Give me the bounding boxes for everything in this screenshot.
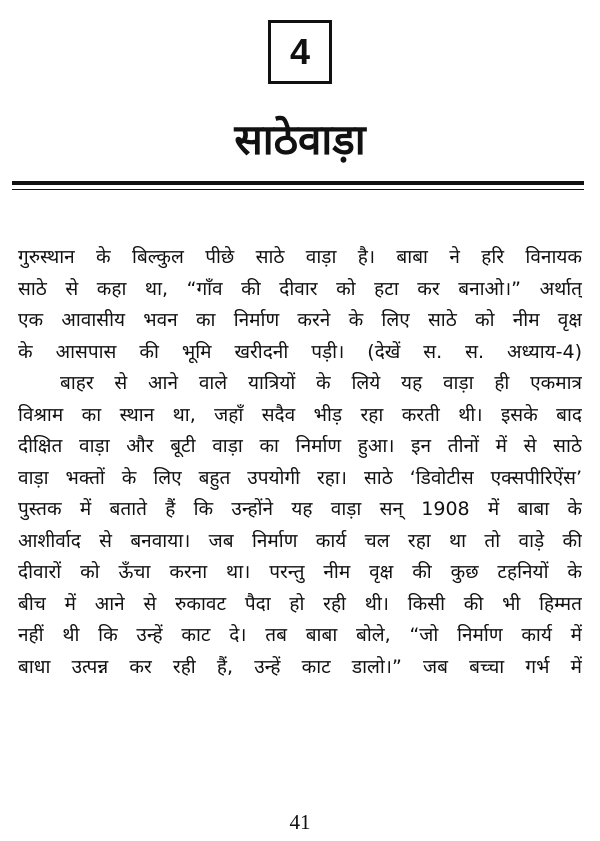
body-line: पुस्तक में बताते हैं कि उन्होंने यह वाड़ा सन् 1908 में बाबा के bbox=[18, 498, 582, 520]
body-line: एक आवासीय भवन का निर्माण करने के लिए साठे को नीम वृक्ष bbox=[18, 309, 582, 331]
chapter-number-box bbox=[268, 20, 332, 84]
chapter-number: 4 bbox=[289, 31, 311, 72]
body-line: गुरुस्थान के बिल्कुल पीछे साठे वाड़ा है। बाबा ने हरि विनायक bbox=[18, 246, 582, 268]
body-line: दीवारों को ऊँचा करना था। परन्तु नीम वृक्ष की कुछ टहनियों के bbox=[18, 561, 582, 583]
page-number: 41 bbox=[289, 810, 311, 834]
body-line: के आसपास की भूमि खरीदनी पड़ी। (देखें स. स. अध्याय-4) bbox=[18, 340, 582, 363]
body-line: नहीं थी कि उन्हें काट दे। तब बाबा बोले, “जो निर्माण कार्य में bbox=[18, 624, 582, 646]
title-divider-thin bbox=[12, 189, 584, 190]
body-line: विश्राम का स्थान था, जहाँ सदैव भीड़ रहा करती थी। इसके बाद bbox=[18, 403, 582, 426]
chapter-title: साठेवाड़ा bbox=[234, 115, 366, 164]
body-text bbox=[18, 242, 582, 683]
title-divider-thick bbox=[12, 181, 584, 185]
body-line: बीच में आने से रुकावट पैदा हो रही थी। किसी की भी हिम्मत bbox=[18, 592, 582, 615]
body-line: वाड़ा भक्तों के लिए बहुत उपयोगी रहा। साठे ‘डिवोटीस एक्सपीरिऐंस’ bbox=[18, 466, 582, 489]
body-line: बाहर से आने वाले यात्रियों के लिये यह वाड़ा ही एकमात्र bbox=[60, 372, 582, 394]
body-line: बाधा उत्पन्न कर रही हैं, उन्हें काट डालो।” जब बच्चा गर्भ में bbox=[18, 655, 582, 678]
body-line: आशीर्वाद से बनवाया। जब निर्माण कार्य चल रहा था तो वाड़े की bbox=[18, 529, 582, 552]
body-line: साठे से कहा था, “गाँव की दीवार को हटा कर बनाओ।” अर्थात् bbox=[18, 277, 582, 300]
body-line: दीक्षित वाड़ा और बूटी वाड़ा का निर्माण हुआ। इन तीनों में से साठे bbox=[18, 435, 582, 457]
